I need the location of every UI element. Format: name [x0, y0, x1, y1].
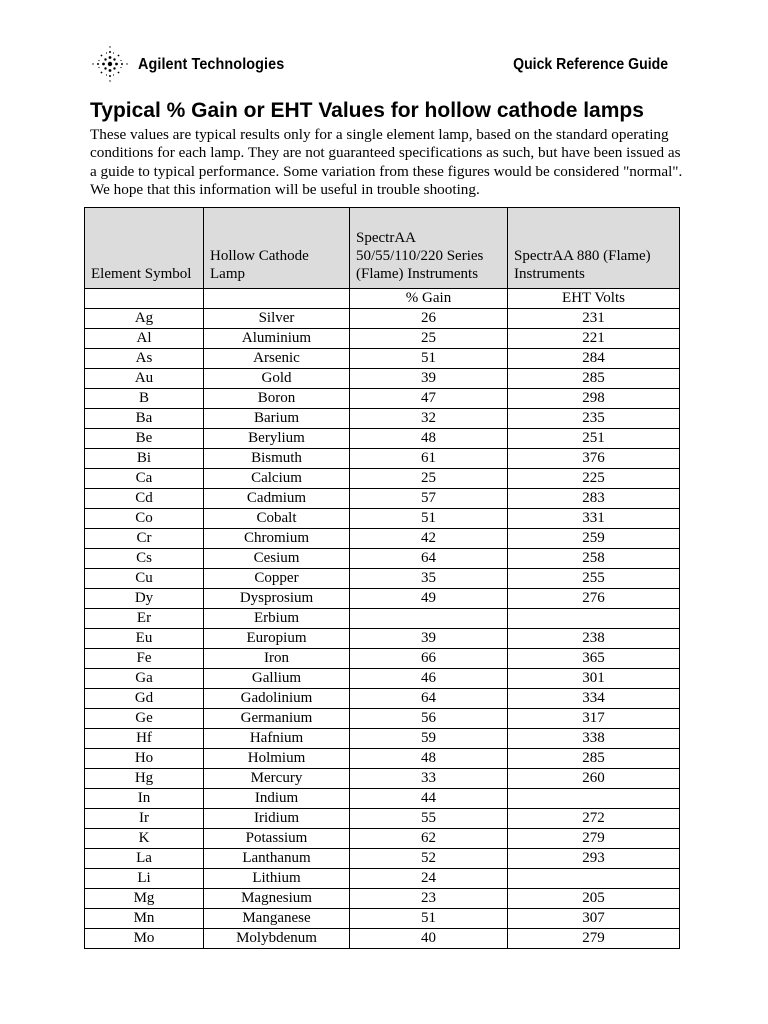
gain-cell: 64 [350, 549, 508, 569]
gain-cell: 62 [350, 829, 508, 849]
eht-volts-cell: 365 [508, 649, 680, 669]
gain-cell: 25 [350, 329, 508, 349]
table-row [85, 489, 680, 509]
lamp-name-cell: Silver [204, 309, 350, 329]
table-header-row [85, 208, 680, 289]
lamp-name-cell: Indium [204, 789, 350, 809]
units-cell: EHT Volts [508, 289, 680, 309]
eht-volts-cell: 221 [508, 329, 680, 349]
header-spectraa-880: SpectrAA 880 (Flame) Instruments [508, 208, 680, 289]
eht-volts-cell: 259 [508, 529, 680, 549]
lamp-name-cell: Erbium [204, 609, 350, 629]
eht-volts-cell [508, 609, 680, 629]
lamp-name-cell: Chromium [204, 529, 350, 549]
table-row [85, 909, 680, 929]
gain-cell: 35 [350, 569, 508, 589]
element-symbol-cell: Hf [85, 729, 204, 749]
intro-paragraph: These values are typical results only for a single element lamp, based on the standard operating conditions for each lamp. They are not guaranteed specifications as such, but have been issued as a guide to typical performance. Some variation from these figures would be considered "normal". We hope that this information will be useful in trouble shooting. [90, 126, 683, 198]
gain-cell: 26 [350, 309, 508, 329]
table-row [85, 549, 680, 569]
table-row [85, 529, 680, 549]
table-row [85, 629, 680, 649]
element-symbol-cell: Al [85, 329, 204, 349]
lamp-name-cell: Magnesium [204, 889, 350, 909]
units-cell [204, 289, 350, 309]
table-row [85, 349, 680, 369]
eht-volts-cell: 205 [508, 889, 680, 909]
eht-volts-cell: 285 [508, 749, 680, 769]
units-cell [85, 289, 204, 309]
element-symbol-cell: Be [85, 429, 204, 449]
eht-volts-cell: 284 [508, 349, 680, 369]
element-symbol-cell: Ir [85, 809, 204, 829]
table-row [85, 689, 680, 709]
eht-volts-cell: 285 [508, 369, 680, 389]
gain-cell: 56 [350, 709, 508, 729]
gain-cell: 32 [350, 409, 508, 429]
lamp-name-cell: Dysprosium [204, 589, 350, 609]
table-row [85, 569, 680, 589]
table-row [85, 749, 680, 769]
agilent-spark-icon [90, 44, 130, 84]
lamp-name-cell: Germanium [204, 709, 350, 729]
header-hollow-cathode-lamp: Hollow Cathode Lamp [204, 208, 350, 289]
lamp-name-cell: Mercury [204, 769, 350, 789]
gain-cell [350, 609, 508, 629]
page-header [0, 0, 768, 90]
eht-volts-cell: 272 [508, 809, 680, 829]
gain-cell: 33 [350, 769, 508, 789]
lamp-name-cell: Molybdenum [204, 929, 350, 949]
element-symbol-cell: Fe [85, 649, 204, 669]
eht-volts-cell: 301 [508, 669, 680, 689]
element-symbol-cell: Au [85, 369, 204, 389]
gain-cell: 48 [350, 749, 508, 769]
element-symbol-cell: Mg [85, 889, 204, 909]
element-symbol-cell: Co [85, 509, 204, 529]
element-symbol-cell: Dy [85, 589, 204, 609]
table-row [85, 869, 680, 889]
gain-cell: 55 [350, 809, 508, 829]
lamp-name-cell: Cobalt [204, 509, 350, 529]
lamp-name-cell: Cadmium [204, 489, 350, 509]
lamp-name-cell: Bismuth [204, 449, 350, 469]
gain-cell: 42 [350, 529, 508, 549]
element-symbol-cell: B [85, 389, 204, 409]
table-row [85, 469, 680, 489]
table-row [85, 409, 680, 429]
element-symbol-cell: Er [85, 609, 204, 629]
lamp-name-cell: Barium [204, 409, 350, 429]
eht-volts-cell: 317 [508, 709, 680, 729]
gain-cell: 44 [350, 789, 508, 809]
eht-volts-cell: 298 [508, 389, 680, 409]
table-row [85, 889, 680, 909]
element-symbol-cell: Ho [85, 749, 204, 769]
page-title: Typical % Gain or EHT Values for hollow cathode lamps [90, 99, 644, 122]
table-row [85, 329, 680, 349]
element-symbol-cell: Li [85, 869, 204, 889]
brand-name: Agilent Technologies [138, 56, 285, 73]
lamp-name-cell: Manganese [204, 909, 350, 929]
element-symbol-cell: Hg [85, 769, 204, 789]
element-symbol-cell: Ca [85, 469, 204, 489]
lamp-name-cell: Cesium [204, 549, 350, 569]
element-symbol-cell: Eu [85, 629, 204, 649]
eht-volts-cell: 376 [508, 449, 680, 469]
eht-volts-cell: 231 [508, 309, 680, 329]
gain-cell: 51 [350, 909, 508, 929]
lamp-name-cell: Europium [204, 629, 350, 649]
gain-cell: 48 [350, 429, 508, 449]
header-element-symbol: Element Symbol [85, 208, 204, 289]
gain-cell: 25 [350, 469, 508, 489]
table-row [85, 669, 680, 689]
eht-volts-cell: 293 [508, 849, 680, 869]
eht-volts-cell [508, 789, 680, 809]
table-row [85, 809, 680, 829]
lamp-name-cell: Calcium [204, 469, 350, 489]
gain-cell: 57 [350, 489, 508, 509]
lamp-name-cell: Gallium [204, 669, 350, 689]
element-symbol-cell: Cu [85, 569, 204, 589]
table-row [85, 929, 680, 949]
eht-volts-cell [508, 869, 680, 889]
element-symbol-cell: La [85, 849, 204, 869]
eht-volts-cell: 338 [508, 729, 680, 749]
element-symbol-cell: Ag [85, 309, 204, 329]
gain-cell: 64 [350, 689, 508, 709]
table-row [85, 309, 680, 329]
lamp-name-cell: Boron [204, 389, 350, 409]
gain-cell: 24 [350, 869, 508, 889]
gain-cell: 52 [350, 849, 508, 869]
lamp-name-cell: Hafnium [204, 729, 350, 749]
lamp-name-cell: Aluminium [204, 329, 350, 349]
eht-volts-cell: 279 [508, 929, 680, 949]
element-symbol-cell: Mo [85, 929, 204, 949]
eht-volts-cell: 251 [508, 429, 680, 449]
table-row [85, 389, 680, 409]
gain-cell: 40 [350, 929, 508, 949]
element-symbol-cell: Mn [85, 909, 204, 929]
eht-volts-cell: 307 [508, 909, 680, 929]
element-symbol-cell: In [85, 789, 204, 809]
table-row [85, 369, 680, 389]
element-symbol-cell: As [85, 349, 204, 369]
eht-volts-cell: 235 [508, 409, 680, 429]
eht-volts-cell: 258 [508, 549, 680, 569]
table-row [85, 509, 680, 529]
table-units-row [85, 289, 680, 309]
element-symbol-cell: Cr [85, 529, 204, 549]
eht-volts-cell: 225 [508, 469, 680, 489]
table-row [85, 769, 680, 789]
table-row [85, 429, 680, 449]
element-symbol-cell: Cs [85, 549, 204, 569]
guide-label: Quick Reference Guide [513, 56, 668, 73]
element-symbol-cell: K [85, 829, 204, 849]
header-spectraa-series: SpectrAA 50/55/110/220 Series (Flame) Instruments [350, 208, 508, 289]
element-symbol-cell: Ga [85, 669, 204, 689]
element-symbol-cell: Gd [85, 689, 204, 709]
element-symbol-cell: Ge [85, 709, 204, 729]
gain-cell: 66 [350, 649, 508, 669]
lamp-name-cell: Lithium [204, 869, 350, 889]
units-cell: % Gain [350, 289, 508, 309]
element-symbol-cell: Bi [85, 449, 204, 469]
lamp-name-cell: Iridium [204, 809, 350, 829]
eht-volts-cell: 283 [508, 489, 680, 509]
lamp-name-cell: Holmium [204, 749, 350, 769]
eht-volts-cell: 276 [508, 589, 680, 609]
gain-cell: 49 [350, 589, 508, 609]
table-row [85, 609, 680, 629]
gain-cell: 51 [350, 509, 508, 529]
element-symbol-cell: Ba [85, 409, 204, 429]
eht-volts-cell: 238 [508, 629, 680, 649]
gain-cell: 46 [350, 669, 508, 689]
eht-volts-cell: 255 [508, 569, 680, 589]
table-row [85, 789, 680, 809]
eht-volts-cell: 260 [508, 769, 680, 789]
gain-cell: 23 [350, 889, 508, 909]
lamp-name-cell: Gold [204, 369, 350, 389]
table-row [85, 829, 680, 849]
table-row [85, 849, 680, 869]
table-row [85, 449, 680, 469]
table-row [85, 709, 680, 729]
lamp-name-cell: Potassium [204, 829, 350, 849]
element-symbol-cell: Cd [85, 489, 204, 509]
lamp-name-cell: Iron [204, 649, 350, 669]
lamp-name-cell: Arsenic [204, 349, 350, 369]
table-row [85, 729, 680, 749]
lamp-name-cell: Gadolinium [204, 689, 350, 709]
lamp-name-cell: Berylium [204, 429, 350, 449]
table-row [85, 649, 680, 669]
gain-cell: 51 [350, 349, 508, 369]
table-row [85, 589, 680, 609]
lamp-name-cell: Lanthanum [204, 849, 350, 869]
lamp-values-table [84, 207, 680, 949]
gain-cell: 39 [350, 369, 508, 389]
eht-volts-cell: 331 [508, 509, 680, 529]
gain-cell: 47 [350, 389, 508, 409]
eht-volts-cell: 334 [508, 689, 680, 709]
eht-volts-cell: 279 [508, 829, 680, 849]
gain-cell: 39 [350, 629, 508, 649]
gain-cell: 61 [350, 449, 508, 469]
lamp-name-cell: Copper [204, 569, 350, 589]
gain-cell: 59 [350, 729, 508, 749]
